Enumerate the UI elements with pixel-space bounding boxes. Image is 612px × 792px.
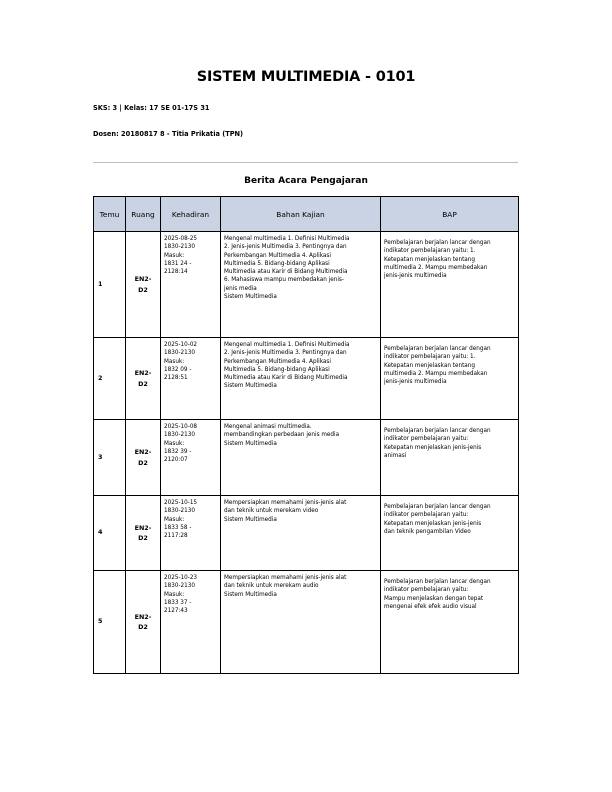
table-row <box>94 496 519 571</box>
cell-kehadiran: 2025-10-15 1830-2130 Masuk: 1833 58 - 2117:28 <box>161 496 221 571</box>
cell-kehadiran: 2025-10-23 1830-2130 Masuk: 1833 37 - 2127:43 <box>161 571 221 674</box>
cell-kehadiran: 2025-10-08 1830-2130 Masuk: 1832 39 - 2120:07 <box>161 420 221 496</box>
cell-bap: Pembelajaran berjalan lancar dengan indikator pembelajaran yaitu: Ketepatan menjelaskan jenis-jenis dan teknik pengambilan Video <box>381 496 519 571</box>
header-bap: BAP <box>381 197 519 232</box>
cell-bahan-kajian: Mempersiapkan memahami jenis-jenis alat dan teknik untuk merekam audio Sistem Multimedia <box>221 571 381 674</box>
cell-temu: 5 <box>94 571 126 674</box>
divider <box>93 162 518 163</box>
header-bahan-kajian: Bahan Kajian <box>221 197 381 232</box>
cell-ruang: EN2- D2 <box>126 420 161 496</box>
cell-temu: 4 <box>94 496 126 571</box>
table-row <box>94 420 519 496</box>
table-row <box>94 232 519 338</box>
cell-bap: Pembelajaran berjalan lancar dengan indikator pembelajaran yaitu: Ketepatan menjelaskan jenis-jenis animasi <box>381 420 519 496</box>
cell-kehadiran: 2025-08-25 1830-2130 Masuk: 1831 24 - 2128:14 <box>161 232 221 338</box>
table-row <box>94 338 519 420</box>
header-ruang: Ruang <box>126 197 161 232</box>
sks-kelas-info: SKS: 3 | Kelas: 17 SE 01-17S 31 <box>93 104 210 112</box>
cell-bahan-kajian: Mengenal animasi multimedia. membandingkan perbedaan jenis media Sistem Multimedia <box>221 420 381 496</box>
cell-ruang: EN2- D2 <box>126 496 161 571</box>
cell-bahan-kajian: Mempersiapkan memahami jenis-jenis alat dan teknik untuk merekam video Sistem Multimedia <box>221 496 381 571</box>
table-row <box>94 571 519 674</box>
cell-bap: Pembelajaran berjalan lancar dengan indikator pembelajaran yaitu: Mampu menjelaskan dengan tepat mengenai efek efek audio visual <box>381 571 519 674</box>
section-title: Berita Acara Pengajaran <box>244 176 368 186</box>
cell-bahan-kajian: Mengenal multimedia 1. Definisi Multimedia 2. Jenis-jenis Multimedia 3. Pentingnya dan Perkembangan Multimedia 4. Aplikasi Multimedia 5. Bidang-bidang Aplikasi Multimedia atau Karir di Bidang Multimedia 6. Mahasiswa mampu membedakan jenis- jenis media Sistem Multimedia <box>221 232 381 338</box>
cell-temu: 1 <box>94 232 126 338</box>
cell-temu: 3 <box>94 420 126 496</box>
course-title: SISTEM MULTIMEDIA - 0101 <box>196 69 416 85</box>
cell-bahan-kajian: Mengenal multimedia 1. Definisi Multimedia 2. Jenis-jenis Multimedia 3. Pentingnya dan Perkembangan Multimedia 4. Aplikasi Multimedia 5. Bidang-bidang Aplikasi Multimedia atau Karir di Bidang Multimedia Sistem Multimedia <box>221 338 381 420</box>
cell-kehadiran: 2025-10-02 1830-2130 Masuk: 1832 09 - 2128:51 <box>161 338 221 420</box>
header-kehadiran: Kehadiran <box>161 197 221 232</box>
cell-temu: 2 <box>94 338 126 420</box>
header-temu: Temu <box>94 197 126 232</box>
table-header-row <box>94 197 519 232</box>
bap-table <box>93 196 519 674</box>
cell-ruang: EN2- D2 <box>126 571 161 674</box>
cell-ruang: EN2- D2 <box>126 338 161 420</box>
cell-ruang: EN2- D2 <box>126 232 161 338</box>
dosen-info: Dosen: 20180817 8 - Titia Prikatia (TPN) <box>93 130 244 138</box>
cell-bap: Pembelajaran berjalan lancar dengan indikator pembelajaran yaitu: 1. Ketepatan menjelaskan tentang multimedia 2. Mampu membedakan jenis-jenis multimedia <box>381 232 519 338</box>
cell-bap: Pembelajaran berjalan lancar dengan indikator pembelajaran yaitu: 1. Ketepatan menjelaskan tentang multimedia 2. Mampu membedakan jenis-jenis multimedia <box>381 338 519 420</box>
